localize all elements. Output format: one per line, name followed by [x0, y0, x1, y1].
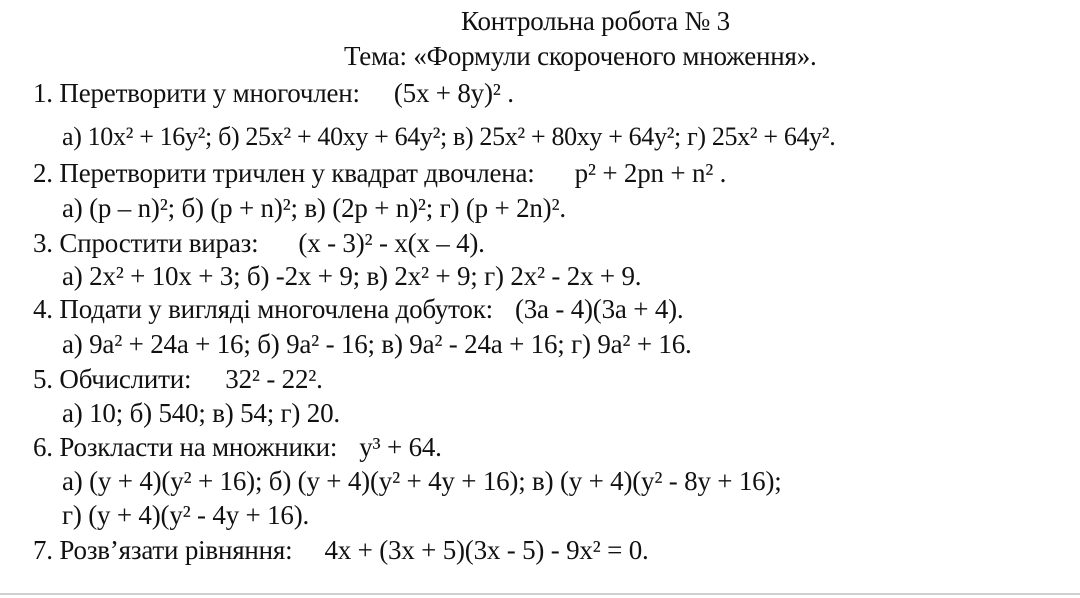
problem-3-expression: (x - 3)² - x(x – 4). — [298, 228, 485, 258]
problem-6 — [33, 432, 442, 462]
problem-7-task: 7. Розв’язати рівняння: — [33, 535, 293, 565]
problem-1-answers: а) 10x² + 16y²; б) 25x² + 40xy + 64y²; в) 25x² + 80xy + 64y²; г) 25x² + 64y². — [62, 122, 836, 151]
problem-7 — [33, 535, 649, 565]
document-topic: Тема: «Формули скороченого множення». — [344, 41, 817, 71]
problem-2 — [33, 158, 726, 188]
problem-6-answers-line-1: а) (y + 4)(y² + 16); б) (y + 4)(y² + 4y + 16); в) (y + 4)(y² - 8y + 16); — [62, 466, 782, 496]
problem-3-answers: а) 2x² + 10x + 3; б) -2x + 9; в) 2x² + 9; г) 2x² - 2x + 9. — [62, 261, 642, 291]
problem-3-task: 3. Спростити вираз: — [33, 228, 259, 258]
problem-1-task: 1. Перетворити у многочлен: — [33, 78, 360, 108]
problem-5-task: 5. Обчислити: — [33, 364, 192, 394]
problem-2-answers: а) (p – n)²; б) (p + n)²; в) (2p + n)²; г) (p + 2n)². — [62, 193, 566, 223]
problem-7-expression: 4x + (3x + 5)(3x - 5) - 9x² = 0. — [324, 535, 649, 565]
problem-6-expression: y³ + 64. — [359, 432, 442, 462]
document-title: Контрольна робота № 3 — [461, 6, 730, 36]
problem-5-expression: 32² - 22². — [225, 364, 323, 394]
problem-3 — [33, 228, 485, 258]
problem-6-task: 6. Розкласти на множники: — [33, 432, 338, 462]
problem-4-expression: (3a - 4)(3a + 4). — [514, 294, 684, 324]
problem-4-task: 4. Подати у вигляді многочлена добуток: — [33, 294, 493, 324]
problem-2-expression: p² + 2pn + n² . — [574, 158, 727, 188]
problem-5-answers: а) 10; б) 540; в) 54; г) 20. — [62, 398, 340, 428]
problem-1-expression: (5x + 8y)² . — [393, 78, 514, 108]
problem-1 — [33, 78, 514, 108]
problem-2-task: 2. Перетворити тричлен у квадрат двочлена: — [33, 158, 535, 188]
problem-4 — [33, 294, 683, 324]
problem-5 — [33, 364, 323, 394]
page-bottom-divider — [0, 593, 1080, 595]
problem-4-answers: а) 9a² + 24a + 16; б) 9a² - 16; в) 9a² - 24a + 16; г) 9a² + 16. — [62, 329, 692, 359]
problem-6-answers-line-2: г) (y + 4)(y² - 4y + 16). — [62, 500, 310, 530]
